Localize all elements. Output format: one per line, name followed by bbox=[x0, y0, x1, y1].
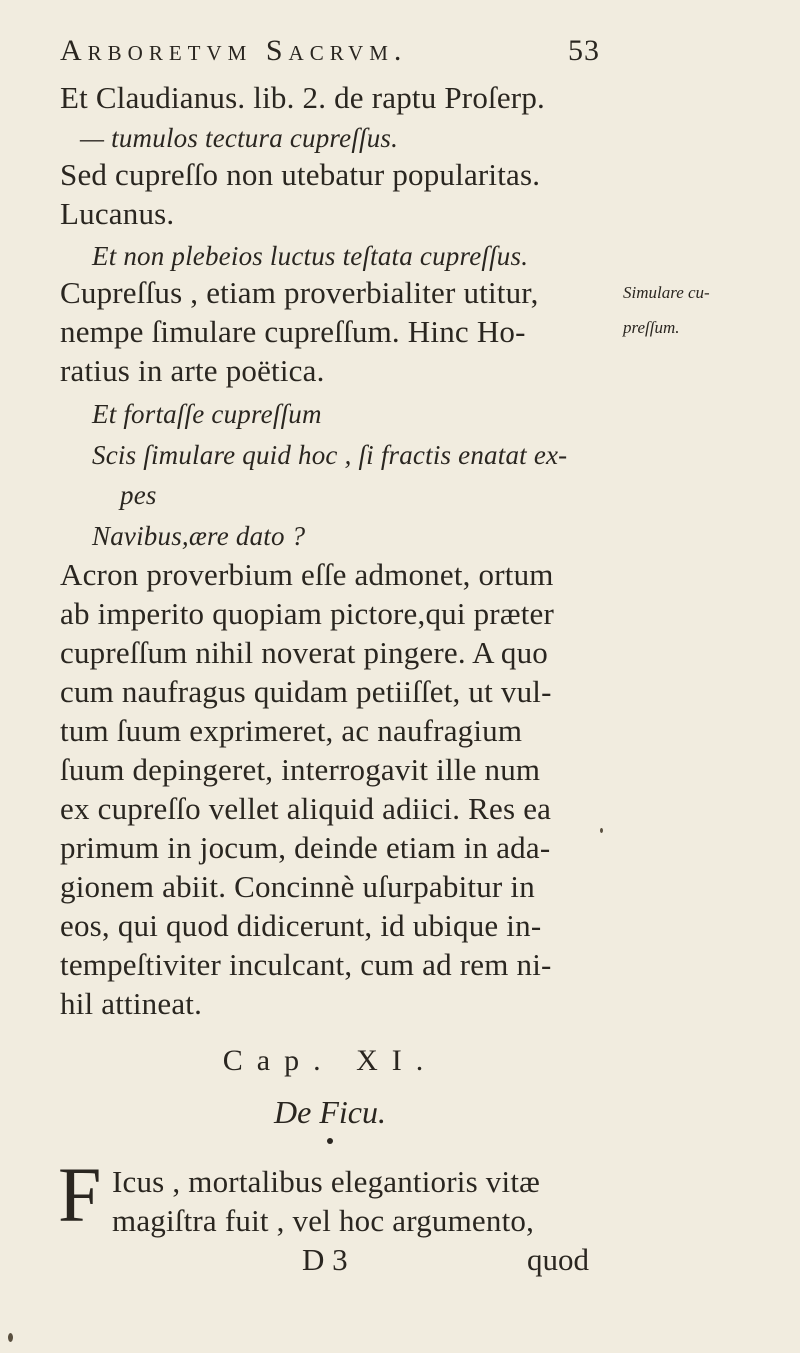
text-line: nempe ſimulare cupreſſum. Hinc Ho- bbox=[60, 314, 526, 349]
text-line: tempeſtiviter inculcant, cum ad rem ni- bbox=[60, 947, 552, 982]
text-line: ab imperito quopiam pictore,qui præter bbox=[60, 596, 555, 631]
text-line: Icus , mortalibus elegantioris vitæ bbox=[112, 1164, 541, 1199]
verse-line: Navibus,ære dato ? bbox=[92, 521, 306, 551]
ink-speck bbox=[600, 828, 603, 833]
text-line: eos, qui quod didicerunt, id ubique in- bbox=[60, 908, 542, 943]
verse-line: Et non plebeios luctus teſtata cupreſſus. bbox=[92, 241, 529, 271]
text-line: gionem abiit. Concinnè uſurpabitur in bbox=[60, 869, 535, 904]
text-line: Et Claudianus. lib. 2. de raptu Proſerp. bbox=[60, 80, 545, 115]
text-line: cupreſſum nihil noverat pingere. A quo bbox=[60, 635, 548, 670]
text-line: Cupreſſus , etiam proverbialiter utitur, bbox=[60, 275, 539, 310]
verse-line: — tumulos tectura cupreſſus. bbox=[80, 123, 399, 153]
running-header bbox=[60, 34, 600, 68]
marginal-note-line: preſſum. bbox=[623, 318, 680, 337]
marginal-note-line: Simulare cu- bbox=[623, 283, 710, 302]
chapter-heading: Cap. XI. bbox=[222, 1044, 438, 1077]
verse-line: Scis ſimulare quid hoc , ſi fractis enatat ex- bbox=[92, 440, 568, 470]
text-line: tum ſuum exprimeret, ac naufragium bbox=[60, 713, 523, 748]
text-line: Lucanus. bbox=[60, 196, 175, 231]
text-line: ratius in arte poëtica. bbox=[60, 353, 325, 388]
drop-cap: F bbox=[58, 1151, 102, 1238]
page-number: 53 bbox=[568, 34, 600, 67]
verse-line: Et fortaſſe cupreſſum bbox=[92, 399, 322, 429]
ornament-dot bbox=[327, 1138, 333, 1144]
verse-line: pes bbox=[120, 480, 157, 510]
text-line: magiſtra fuit , vel hoc argumento, bbox=[112, 1203, 535, 1238]
text-line: ex cupreſſo vellet aliquid adiici. Res ea bbox=[60, 791, 552, 826]
catchword: quod bbox=[527, 1242, 589, 1277]
chapter-subtitle: De Ficu. bbox=[274, 1094, 386, 1130]
text-line: primum in jocum, deinde etiam in ada- bbox=[60, 830, 551, 865]
text-line: Acron proverbium eſſe admonet, ortum bbox=[60, 557, 554, 592]
signature-mark: D 3 bbox=[302, 1242, 348, 1277]
ink-speck bbox=[8, 1333, 13, 1342]
text-line: hil attineat. bbox=[60, 986, 203, 1021]
text-line: Sed cupreſſo non utebatur popularitas. bbox=[60, 157, 541, 192]
text-line: cum naufragus quidam petiiſſet, ut vul- bbox=[60, 674, 552, 709]
running-title: Arboretvm Sacrvm. bbox=[60, 34, 408, 67]
text-line: ſuum depingeret, interrogavit ille num bbox=[60, 752, 541, 787]
